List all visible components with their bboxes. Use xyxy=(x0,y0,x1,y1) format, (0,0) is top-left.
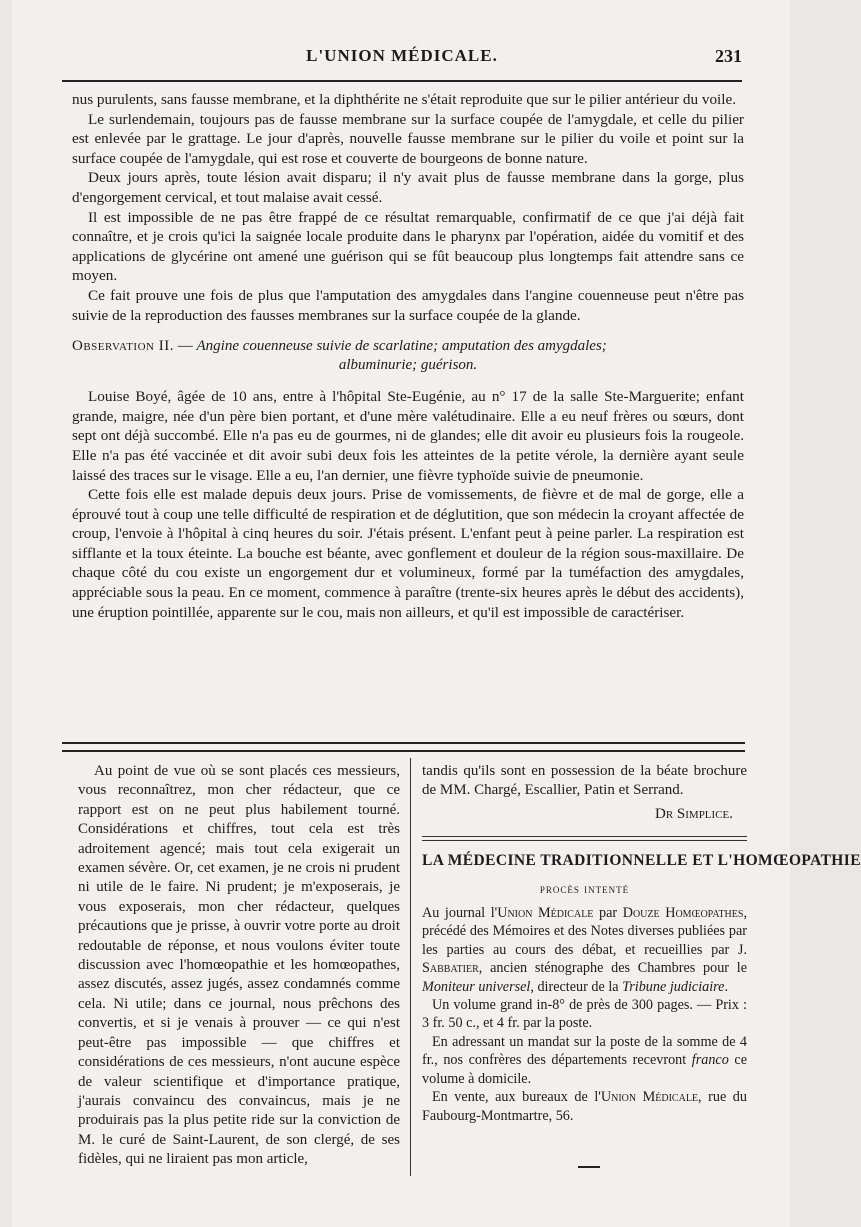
observation-title: Angine couenneuse suivie de scarlatine; amputation des amygdales; xyxy=(196,338,607,355)
ad-volume-price: Un volume grand in-8° de près de 300 pages. — Prix : 3 fr. 50 c., et 4 fr. par la poste. xyxy=(422,997,747,1032)
article-paragraph: nus purulents, sans fausse membrane, et la diphthérite ne s'était reproduite que sur le pilier antérieur du voile. xyxy=(72,91,737,108)
observation-label: Observation II. xyxy=(72,338,174,355)
ad-rule-bottom xyxy=(422,840,747,841)
ad-subtitle: procès intenté xyxy=(539,880,630,896)
feuilleton-continuation: tandis qu'ils sont en possession de la béate brochure de MM. Chargé, Escallier, Patin et Serrand. xyxy=(422,763,747,799)
ad-text: ce volume à domicile. xyxy=(422,1052,747,1087)
case-paragraph: Louise Boyé, âgée de 10 ans, entre à l'hôpital Ste-Eugénie, au n° 17 de la salle Ste-Marguerite; enfant grande, maigre, née d'un père bien portant, et d'une mère valétudinaire. Elle a eu neuf frères ou sœurs, dont sept ont déjà succombé. Elle n'a pas eu de gourmes, ni de glandes; elle dit avoir eu plusieurs fois la rougeole. Elle n'a pas été vaccinée et dit avoir subi deux fois les atteintes de la petite vérole, la dernière ayant seule laissé des traces sur le visage. Elle a eu, l'an dernier, une fièvre typhoïde suivie de pneumonie. xyxy=(72,388,744,484)
ad-sale-address xyxy=(422,1088,747,1125)
case-paragraph: Cette fois elle est malade depuis deux jours. Prise de vomissements, de fièvre et de mal de gorge, elle a éprouvé tout à coup une telle difficulté de respiration et de déglutition, que son médecin la croyant affectée de croup, l'envoie à l'hôpital à cinq heures du soir. J'étais présent. L'enfant peut à peine parler. La respiration est sifflante et la toux éteinte. La bouche est béante, avec gonflement et douleur de la région sous-maxillaire. De chaque côté du cou existe un engorgement dur et volumineux, formé par la tuméfaction des amygdales, appréciable sous la peau. En ce moment, commence à paraître (trente-six heures après le début des accidents), une éruption pointillée, apparente sur le cou, mais non ailleurs, et qu'il est impossible de caractériser. xyxy=(72,486,744,621)
ad-text: , rue du Faubourg-Montmartre, 56. xyxy=(422,1089,747,1124)
ad-description xyxy=(422,904,747,996)
ad-text: En vente, aux bureaux de l' xyxy=(432,1089,601,1106)
ad-title: LA MÉDECINE TRADITIONNELLE ET L'HOMŒOPATHIE xyxy=(422,852,861,870)
ad-franco: franco xyxy=(691,1052,729,1069)
ad-mandat xyxy=(422,1033,747,1088)
page-number: 231 xyxy=(715,46,742,66)
ad-parties: Douze Homœopathes xyxy=(622,905,744,922)
column-divider xyxy=(410,758,411,1176)
article-paragraph: Deux jours après, toute lésion avait disparu; il n'y avait plus de fausse membrane dans la gorge, plus d'engorgement cervical, et tout malaise avait cessé. xyxy=(72,169,744,206)
observation-dash: — xyxy=(177,338,193,355)
running-title: L'UNION MÉDICALE. xyxy=(306,46,498,65)
ad-tribune: Tribune judiciaire xyxy=(622,978,725,995)
ad-text: . xyxy=(724,978,729,995)
ad-author: Sabbatier xyxy=(422,960,479,977)
ad-text: Au journal l' xyxy=(422,905,498,922)
end-dash xyxy=(578,1166,600,1168)
article-paragraph: Le surlendemain, toujours pas de fausse membrane sur la surface coupée de l'amygdale, et celle du pilier est enlevée par le grattage. Le jour d'après, nouvelle fausse membrane sur le pilier du voile et point sur la surface coupée de l'amygdale, qui est rose et couverte de bourgeons de bonne nature. xyxy=(72,110,744,167)
ad-text: par xyxy=(593,905,623,922)
ad-text: , précédé des Mémoires et des Notes diverses publiées par les parties au cours des débat, et recueillies par J. xyxy=(422,905,747,958)
page-header xyxy=(62,44,742,74)
observation-title-line2: albuminurie; guérison. xyxy=(338,357,478,374)
header-rule xyxy=(62,80,742,82)
article-paragraph: Ce fait prouve une fois de plus que l'amputation des amygdales dans l'angine couenneuse peut n'être pas suivie de la reproduction des fausses membranes sur la surface coupée de la glande. xyxy=(72,286,744,324)
ad-moniteur: Moniteur universel xyxy=(422,978,531,995)
feuilleton-left-column xyxy=(78,762,400,1170)
ad-text: , ancien sténographe des Chambres pour le xyxy=(478,960,747,977)
observation-heading xyxy=(72,337,744,375)
feuilleton-text: Au point de vue où se sont placés ces messieurs, vous reconnaîtrez, mon cher rédacteur, que ce rapport est on ne peut plus habilement tourné. Considérations et chiffres, tout cela est très adroitement agencé; mais tout cela exigerait un examen sévère. Or, cet examen, je ne crois ni prudent ni utile de le faire. Ni prudent; je m'exposerais, je vous exposerais, mon cher rédacteur, quelques précautions que je prisse, à ouvrir votre porte au droit redoutable de réponse, et nous voulons éviter toute discussion avec l'homœopathie et les homœopathes, assez discutés, assez jugés, assez condamnés comme cela. Ni utile; dans ce journal, nous prêchons des convertis, et si je venais à prouver — ce qui n'est peut-être pas impossible — que chiffres et considérations de ces messieurs, n'ont aucune espèce de valeur scientifique et d'importance pratique, j'aurais convaincu des convaincus, mais je ne produirais pas la plus petite ride sur la conviction de M. le curé de Saint-Laurent, de son clergé, de ses fidèles, qui ne liraient pas mon article, xyxy=(78,763,400,1168)
ad-text: En adressant un mandat sur la poste de la somme de 4 fr., nos confrères des départements recevront xyxy=(422,1033,747,1069)
ad-journal-name: Union Médicale xyxy=(497,905,594,922)
signature: Dr Simplice. xyxy=(654,805,733,822)
ad-rule-top xyxy=(422,836,747,837)
feuilleton-separator xyxy=(62,742,745,752)
feuilleton-right-column xyxy=(422,762,861,1125)
article-paragraph: Il est impossible de ne pas être frappé de ce résultat remarquable, confirmatif de ce que j'ai déjà fait connaître, et je crois qu'ici la saignée locale produite dans le pharynx par l'opération, aidée du vomitif et des applications de glycérine ont amené une guérison qui se fût beaucoup plus longtemps fait attendre sans ce moyen. xyxy=(72,208,744,285)
article-body xyxy=(72,90,744,622)
ad-text: , directeur de la xyxy=(530,978,623,995)
ad-journal-name: Union Médicale xyxy=(600,1089,699,1106)
